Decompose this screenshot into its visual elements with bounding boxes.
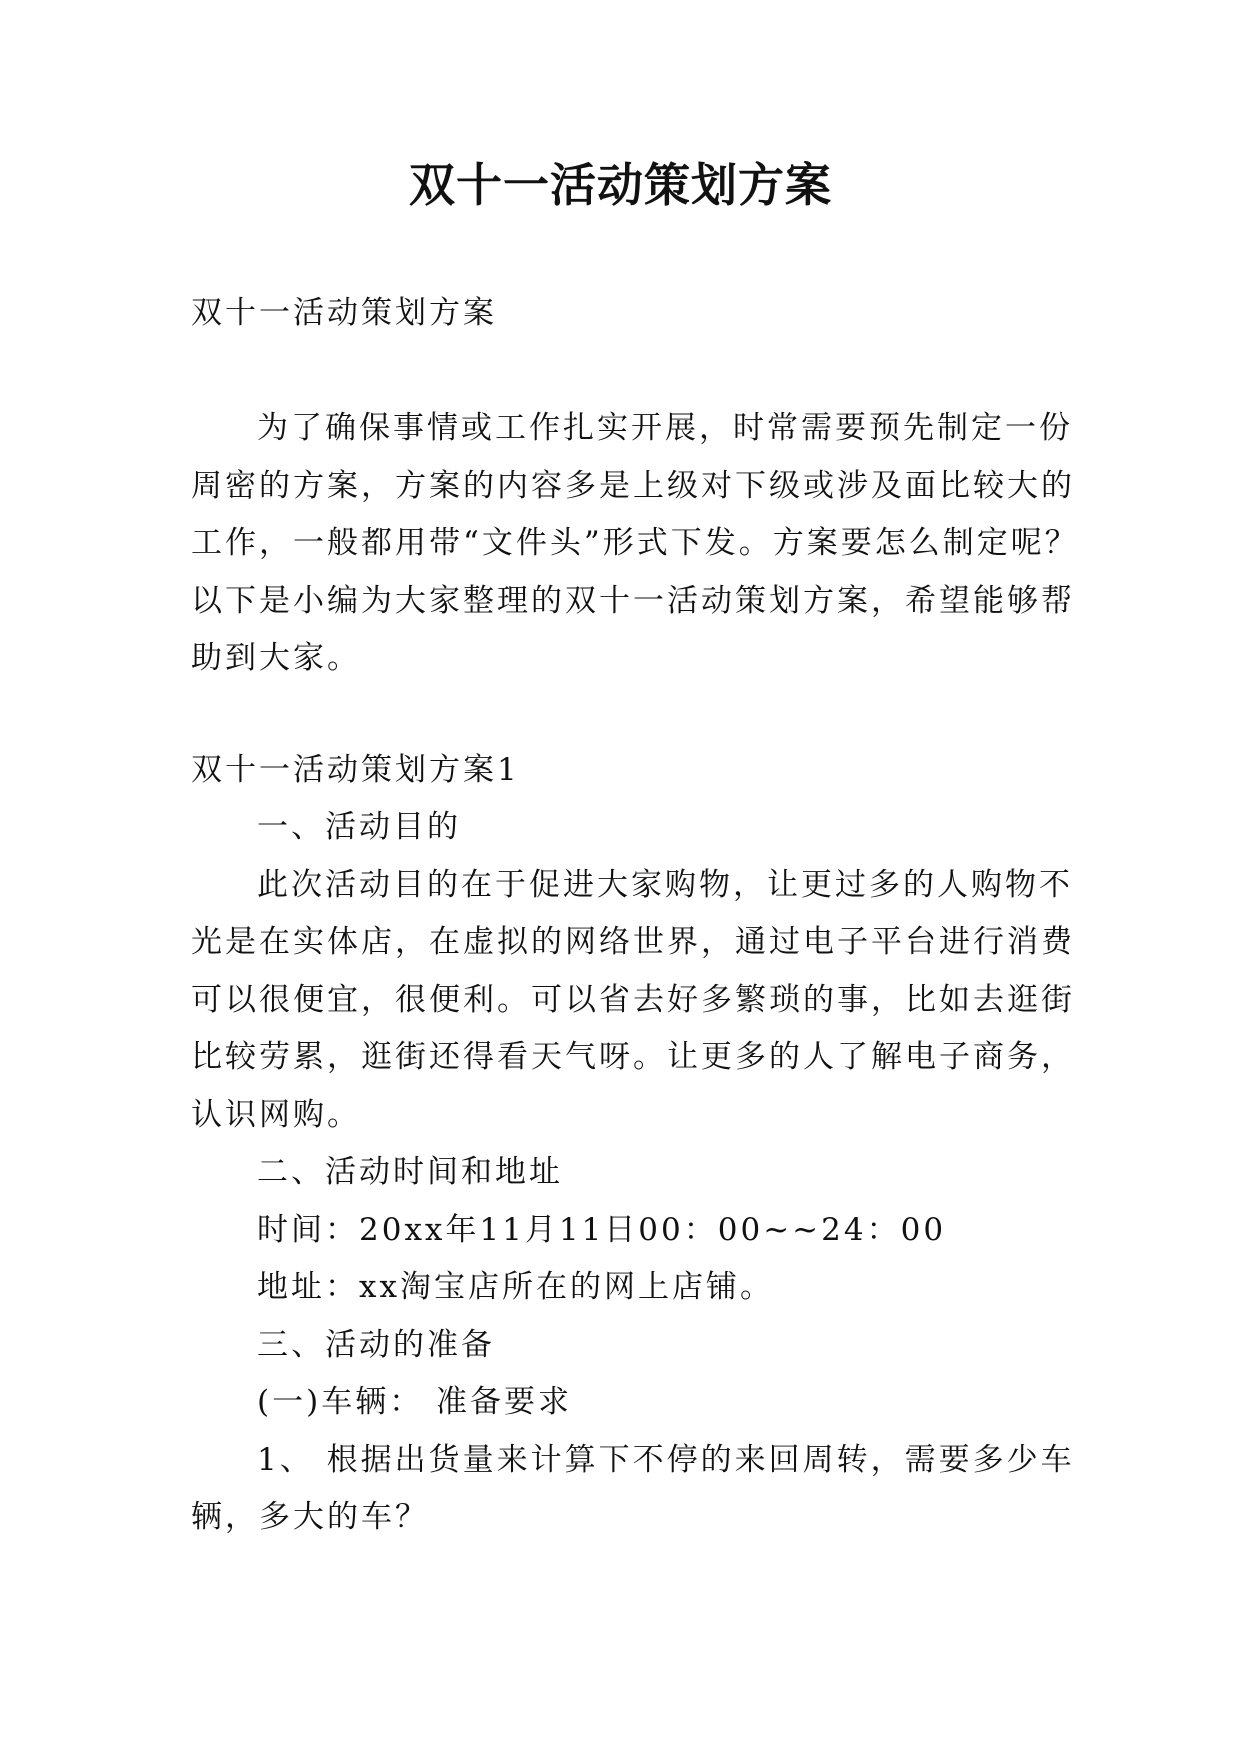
heading-activity-purpose: 一、活动目的 (257, 809, 461, 845)
page-title: 双十一活动策划方案 (409, 158, 832, 212)
intro-line: 以下是小编为大家整理的双十一活动策划方案，希望能够帮 (191, 582, 1075, 619)
intro-line: 工作，一般都用带“文件头”形式下发。方案要怎么制定呢？ (191, 525, 1079, 561)
time-line: 时间：20xx年11月11日00：00~~24：00 (257, 1211, 947, 1248)
section-title: 双十一活动策划方案1 (191, 751, 520, 788)
document-subtitle: 双十一活动策划方案 (191, 295, 497, 331)
purpose-line: 此次活动目的在于促进大家购物，让更过多的人购物不 (257, 866, 1073, 903)
heading-time-and-address: 二、活动时间和地址 (257, 1154, 563, 1190)
heading-preparation: 三、活动的准备 (257, 1326, 495, 1363)
document-body (191, 285, 1079, 1547)
list-item-line: 1、 根据出货量来计算下不停的来回周转，需要多少车 (257, 1441, 1075, 1478)
sub-heading-vehicles: (一)车辆： 准备要求 (257, 1384, 573, 1420)
purpose-line: 比较劳累，逛街还得看天气呀。让更多的人了解电子商务， (191, 1039, 1075, 1075)
address-line: 地址：xx淘宝店所在的网上店铺。 (257, 1269, 774, 1305)
purpose-line: 可以很便宜，很便利。可以省去好多繁琐的事，比如去逛街 (191, 981, 1075, 1018)
intro-line: 助到大家。 (191, 640, 361, 676)
intro-line: 为了确保事情或工作扎实开展，时常需要预先制定一份 (257, 410, 1073, 446)
purpose-line: 光是在实体店，在虚拟的网络世界，通过电子平台进行消费 (191, 924, 1075, 960)
purpose-line: 认识网购。 (191, 1096, 361, 1133)
list-item-line: 辆，多大的车？ (191, 1499, 429, 1535)
intro-line: 周密的方案，方案的内容多是上级对下级或涉及面比较大的 (191, 467, 1075, 504)
